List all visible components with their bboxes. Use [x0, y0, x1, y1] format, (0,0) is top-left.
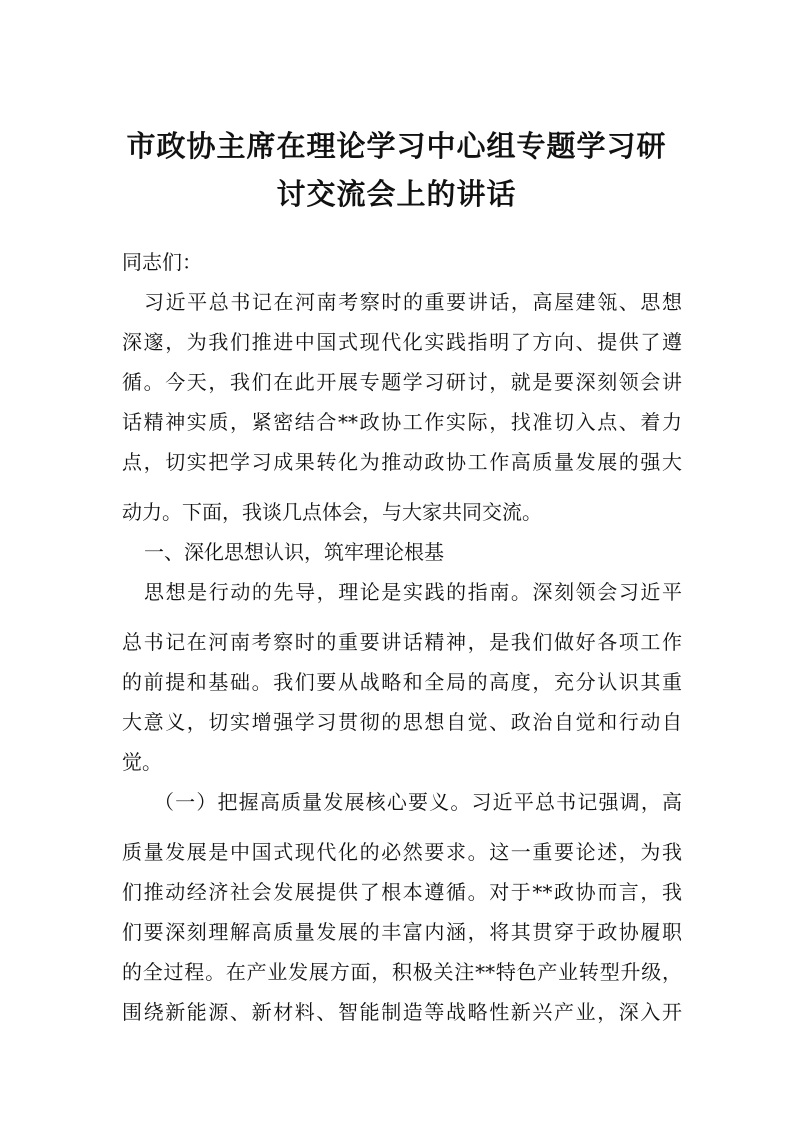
paragraph-2-line-2: 总书记在河南考察时的重要讲话精神，是我们做好各项工作	[122, 630, 682, 654]
paragraph-2-line-5: 觉。	[122, 750, 162, 774]
paragraph-2-line-3: 的前提和基础。我们要从战略和全局的高度，充分认识其重	[122, 670, 682, 694]
paragraph-2-line-4: 大意义，切实增强学习贯彻的思想自觉、政治自觉和行动自	[122, 710, 682, 734]
paragraph-1-line-2: 深邃，为我们推进中国式现代化实践指明了方向、提供了遵	[122, 330, 682, 354]
section-heading-1: 一、深化思想认识，筑牢理论根基	[144, 540, 444, 564]
paragraph-3-line-3: 们推动经济社会发展提供了根本遵循。对于**政协而言，我	[122, 880, 682, 904]
paragraph-3-line-2: 质量发展是中国式现代化的必然要求。这一重要论述，为我	[122, 840, 682, 864]
paragraph-3-line-1: （一）把握高质量发展核心要义。习近平总书记强调，高	[154, 790, 682, 814]
paragraph-3-line-4: 们要深刻理解高质量发展的丰富内涵，将其贯穿于政协履职	[122, 920, 682, 944]
paragraph-3-line-5: 的全过程。在产业发展方面，积极关注**特色产业转型升级，	[122, 960, 682, 984]
paragraph-1-line-6: 动力。下面，我谈几点体会，与大家共同交流。	[122, 500, 542, 524]
paragraph-3-line-6: 围绕新能源、新材料、智能制造等战略性新兴产业，深入开	[122, 1000, 682, 1024]
paragraph-1-line-5: 点，切实把学习成果转化为推动政协工作高质量发展的强大	[122, 450, 682, 474]
paragraph-1-line-1: 习近平总书记在河南考察时的重要讲话，高屋建瓴、思想	[144, 290, 682, 314]
document-title-line-1: 市政协主席在理论学习中心组专题学习研	[126, 129, 667, 163]
salutation: 同志们：	[122, 250, 202, 274]
paragraph-1-line-3: 循。今天，我们在此开展专题学习研讨，就是要深刻领会讲	[122, 370, 682, 394]
paragraph-2-line-1: 思想是行动的先导，理论是实践的指南。深刻领会习近平	[144, 580, 682, 604]
paragraph-1-line-4: 话精神实质，紧密结合**政协工作实际，找准切入点、着力	[122, 410, 682, 434]
document-title-line-2: 讨交流会上的讲话	[276, 177, 517, 211]
